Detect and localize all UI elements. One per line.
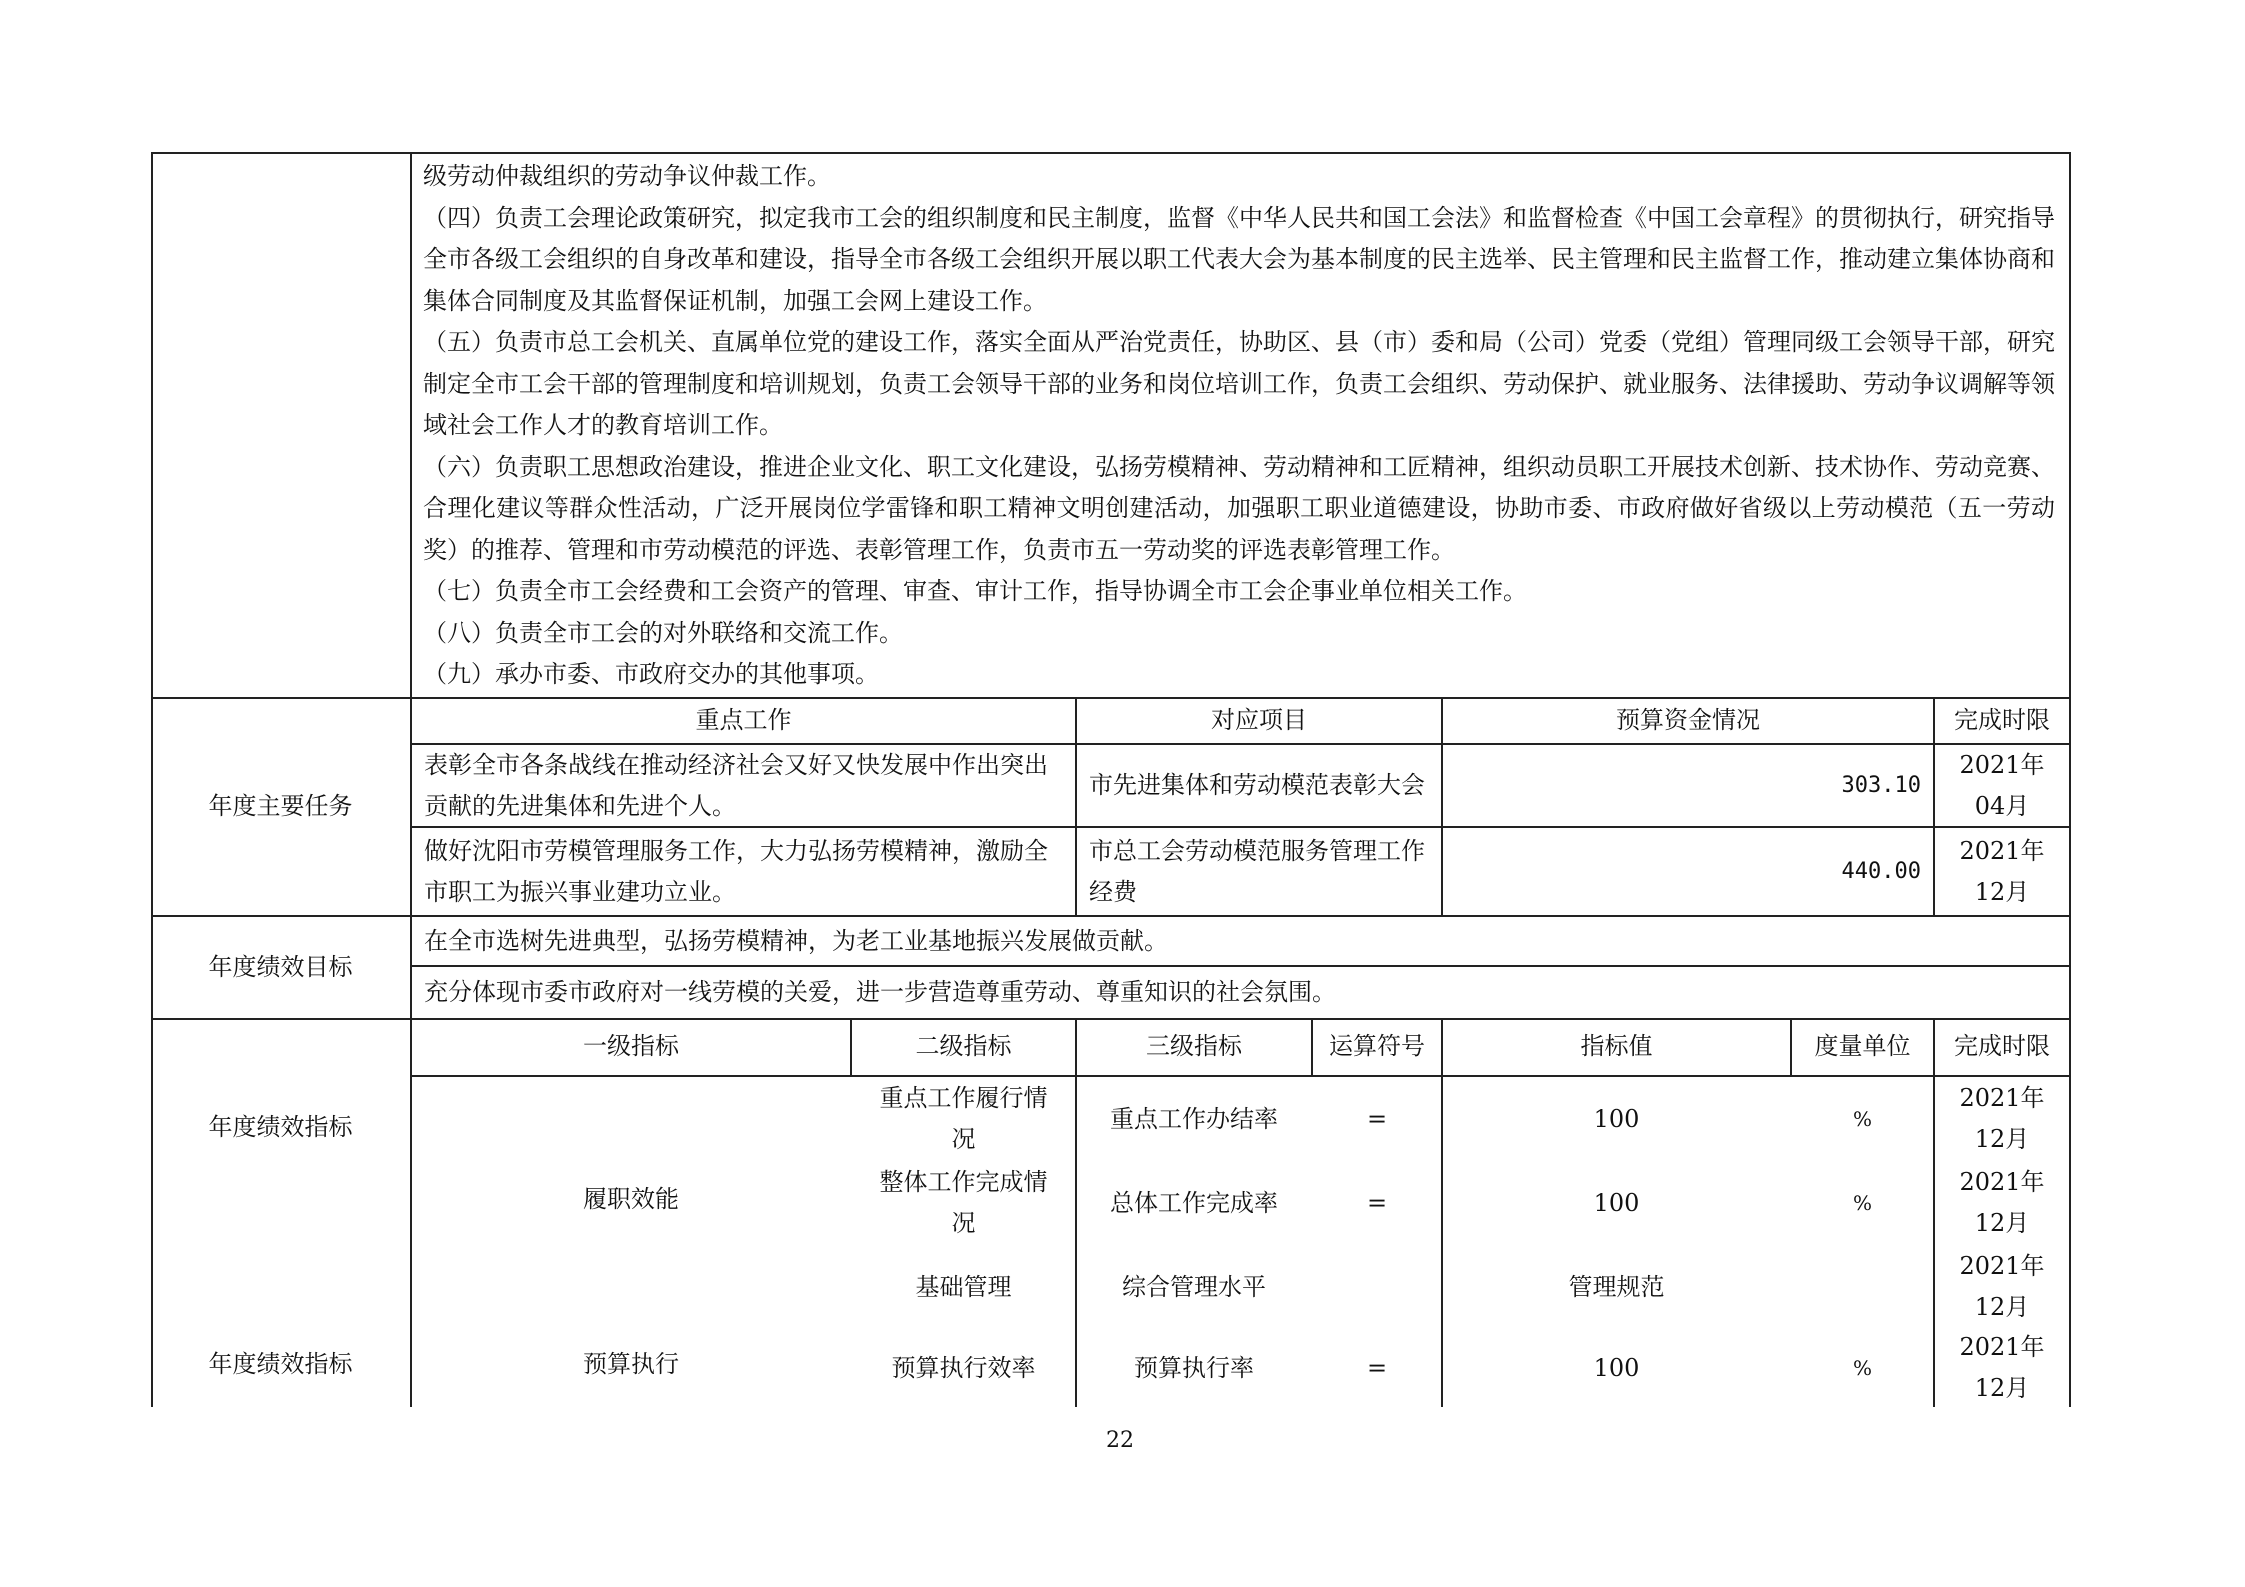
indicator-value: 管理规范 bbox=[1568, 1272, 1665, 1301]
indicator-deadline: 2021年12月 bbox=[1959, 1084, 2045, 1153]
duty-paragraph: （九）承办市委、市政府交办的其他事项。 bbox=[423, 660, 879, 688]
indicator-value: 100 bbox=[1593, 1188, 1640, 1217]
task-deadline: 2021年12月 bbox=[1959, 836, 2045, 906]
task-project: 市总工会劳动模范服务管理工作经费 bbox=[1089, 836, 1425, 906]
indicator-header-operator: 运算符号 bbox=[1329, 1032, 1425, 1060]
task-budget: 440.00 bbox=[1841, 859, 1921, 884]
task-work: 表彰全市各条战线在推动经济社会又好又快发展中作出突出贡献的先进集体和先进个人。 bbox=[424, 750, 1048, 820]
indicator-deadline: 2021年12月 bbox=[1959, 1168, 2045, 1237]
goal-item: 在全市选树先进典型，弘扬劳模精神，为老工业基地振兴发展做贡献。 bbox=[424, 926, 1168, 955]
task-work: 做好沈阳市劳模管理服务工作，大力弘扬劳模精神，激励全市职工为振兴事业建功立业。 bbox=[424, 836, 1048, 906]
indicator-header-deadline: 完成时限 bbox=[1954, 1032, 2050, 1060]
indicator-operator: = bbox=[1366, 1188, 1388, 1217]
indicator-unit: % bbox=[1852, 1355, 1872, 1380]
tasks-header-work: 重点工作 bbox=[695, 705, 792, 734]
indicator-level3: 总体工作完成率 bbox=[1110, 1188, 1278, 1217]
duty-paragraph: （四）负责工会理论政策研究，拟定我市工会的组织制度和民主制度，监督《中华人民共和国工会法》和监督检查《中国工会章程》的贯彻执行，研究指导全市各级工会组织的自身改革和建设，指导全市各级工会组织开展以职工代表大会为基本制度的民主选举、民主管理和民主监督工作，推动建立集体协商和集体合同制度及其监督保证机制，加强工会网上建设工作。 bbox=[423, 203, 2055, 315]
indicator-unit: % bbox=[1852, 1190, 1872, 1215]
indicator-level3: 重点工作办结率 bbox=[1110, 1104, 1278, 1133]
table-border-top bbox=[151, 152, 2071, 154]
indicator-deadline: 2021年12月 bbox=[1959, 1333, 2045, 1402]
indicator-header-level3: 三级指标 bbox=[1146, 1032, 1242, 1060]
duties-text bbox=[423, 156, 2055, 696]
indicator-deadline: 2021年12月 bbox=[1959, 1252, 2045, 1321]
duty-paragraph: （六）负责职工思想政治建设，推进企业文化、职工文化建设，弘扬劳模精神、劳动精神和工匠精神，组织动员职工开展技术创新、技术协作、劳动竞赛、合理化建议等群众性活动，广泛开展岗位学雷锋和职工精神文明创建活动，加强职工职业道德建设，协助市委、市政府做好省级以上劳动模范（五一劳动奖）的推荐、管理和市劳动模范的评选、表彰管理工作，负责市五一劳动奖的评选表彰管理工作。 bbox=[423, 452, 2055, 564]
indicator-unit: % bbox=[1852, 1106, 1872, 1131]
indicator-header-value: 指标值 bbox=[1580, 1032, 1653, 1060]
tasks-label: 年度主要任务 bbox=[208, 791, 353, 820]
indicator-value: 100 bbox=[1593, 1353, 1640, 1382]
indicator-header-unit: 度量单位 bbox=[1814, 1032, 1911, 1060]
goal-item: 充分体现市委市政府对一线劳模的关爱，进一步营造尊重劳动、尊重知识的社会氛围。 bbox=[424, 978, 1336, 1006]
indicators-label: 年度绩效指标 bbox=[208, 1112, 353, 1141]
tasks-header-project: 对应项目 bbox=[1211, 705, 1307, 734]
duty-paragraph: （八）负责全市工会的对外联络和交流工作。 bbox=[423, 618, 903, 647]
indicator-level2: 整体工作完成情况 bbox=[879, 1168, 1048, 1237]
task-project: 市先进集体和劳动模范表彰大会 bbox=[1089, 771, 1425, 799]
task-budget: 303.10 bbox=[1841, 773, 1921, 798]
tasks-header-deadline: 完成时限 bbox=[1954, 705, 2050, 734]
indicator-level3: 综合管理水平 bbox=[1122, 1272, 1266, 1301]
indicator-level2: 预算执行效率 bbox=[891, 1353, 1036, 1382]
indicator-operator: = bbox=[1366, 1353, 1388, 1382]
indicator-value: 100 bbox=[1593, 1104, 1640, 1133]
indicator-header-level1: 一级指标 bbox=[583, 1032, 679, 1060]
indicator-operator: = bbox=[1366, 1104, 1388, 1133]
duty-paragraph: （五）负责市总工会机关、直属单位党的建设工作，落实全面从严治党责任，协助区、县（市）委和局（公司）党委（党组）管理同级工会领导干部，研究制定全市工会干部的管理制度和培训规划，负责工会领导干部的业务和岗位培训工作，负责工会组织、劳动保护、就业服务、法律援助、劳动争议调解等领域社会工作人才的教育培训工作。 bbox=[423, 328, 2055, 439]
indicator-header-level2: 二级指标 bbox=[915, 1032, 1012, 1060]
indicator-level1: 预算执行 bbox=[583, 1350, 679, 1378]
duty-paragraph: 级劳动仲裁组织的劳动争议仲裁工作。 bbox=[423, 162, 831, 190]
indicator-level3: 预算执行率 bbox=[1134, 1353, 1254, 1382]
indicators-label: 年度绩效指标 bbox=[208, 1350, 353, 1378]
indicator-level2: 基础管理 bbox=[915, 1272, 1012, 1301]
indicator-operator bbox=[1313, 1245, 1441, 1329]
table-border-right bbox=[2069, 152, 2071, 1407]
indicator-level2: 重点工作履行情况 bbox=[879, 1084, 1048, 1153]
page-number: 22 bbox=[1106, 1428, 1134, 1453]
duty-paragraph: （七）负责全市工会经费和工会资产的管理、审查、审计工作，指导协调全市工会企事业单位相关工作。 bbox=[423, 577, 1527, 605]
goals-label: 年度绩效目标 bbox=[208, 953, 353, 981]
tasks-header-budget: 预算资金情况 bbox=[1616, 705, 1760, 734]
indicator-level1: 履职效能 bbox=[583, 1185, 679, 1213]
document-table bbox=[151, 152, 2071, 1407]
task-deadline: 2021年04月 bbox=[1959, 750, 2045, 820]
indicator-unit bbox=[1792, 1245, 1933, 1329]
